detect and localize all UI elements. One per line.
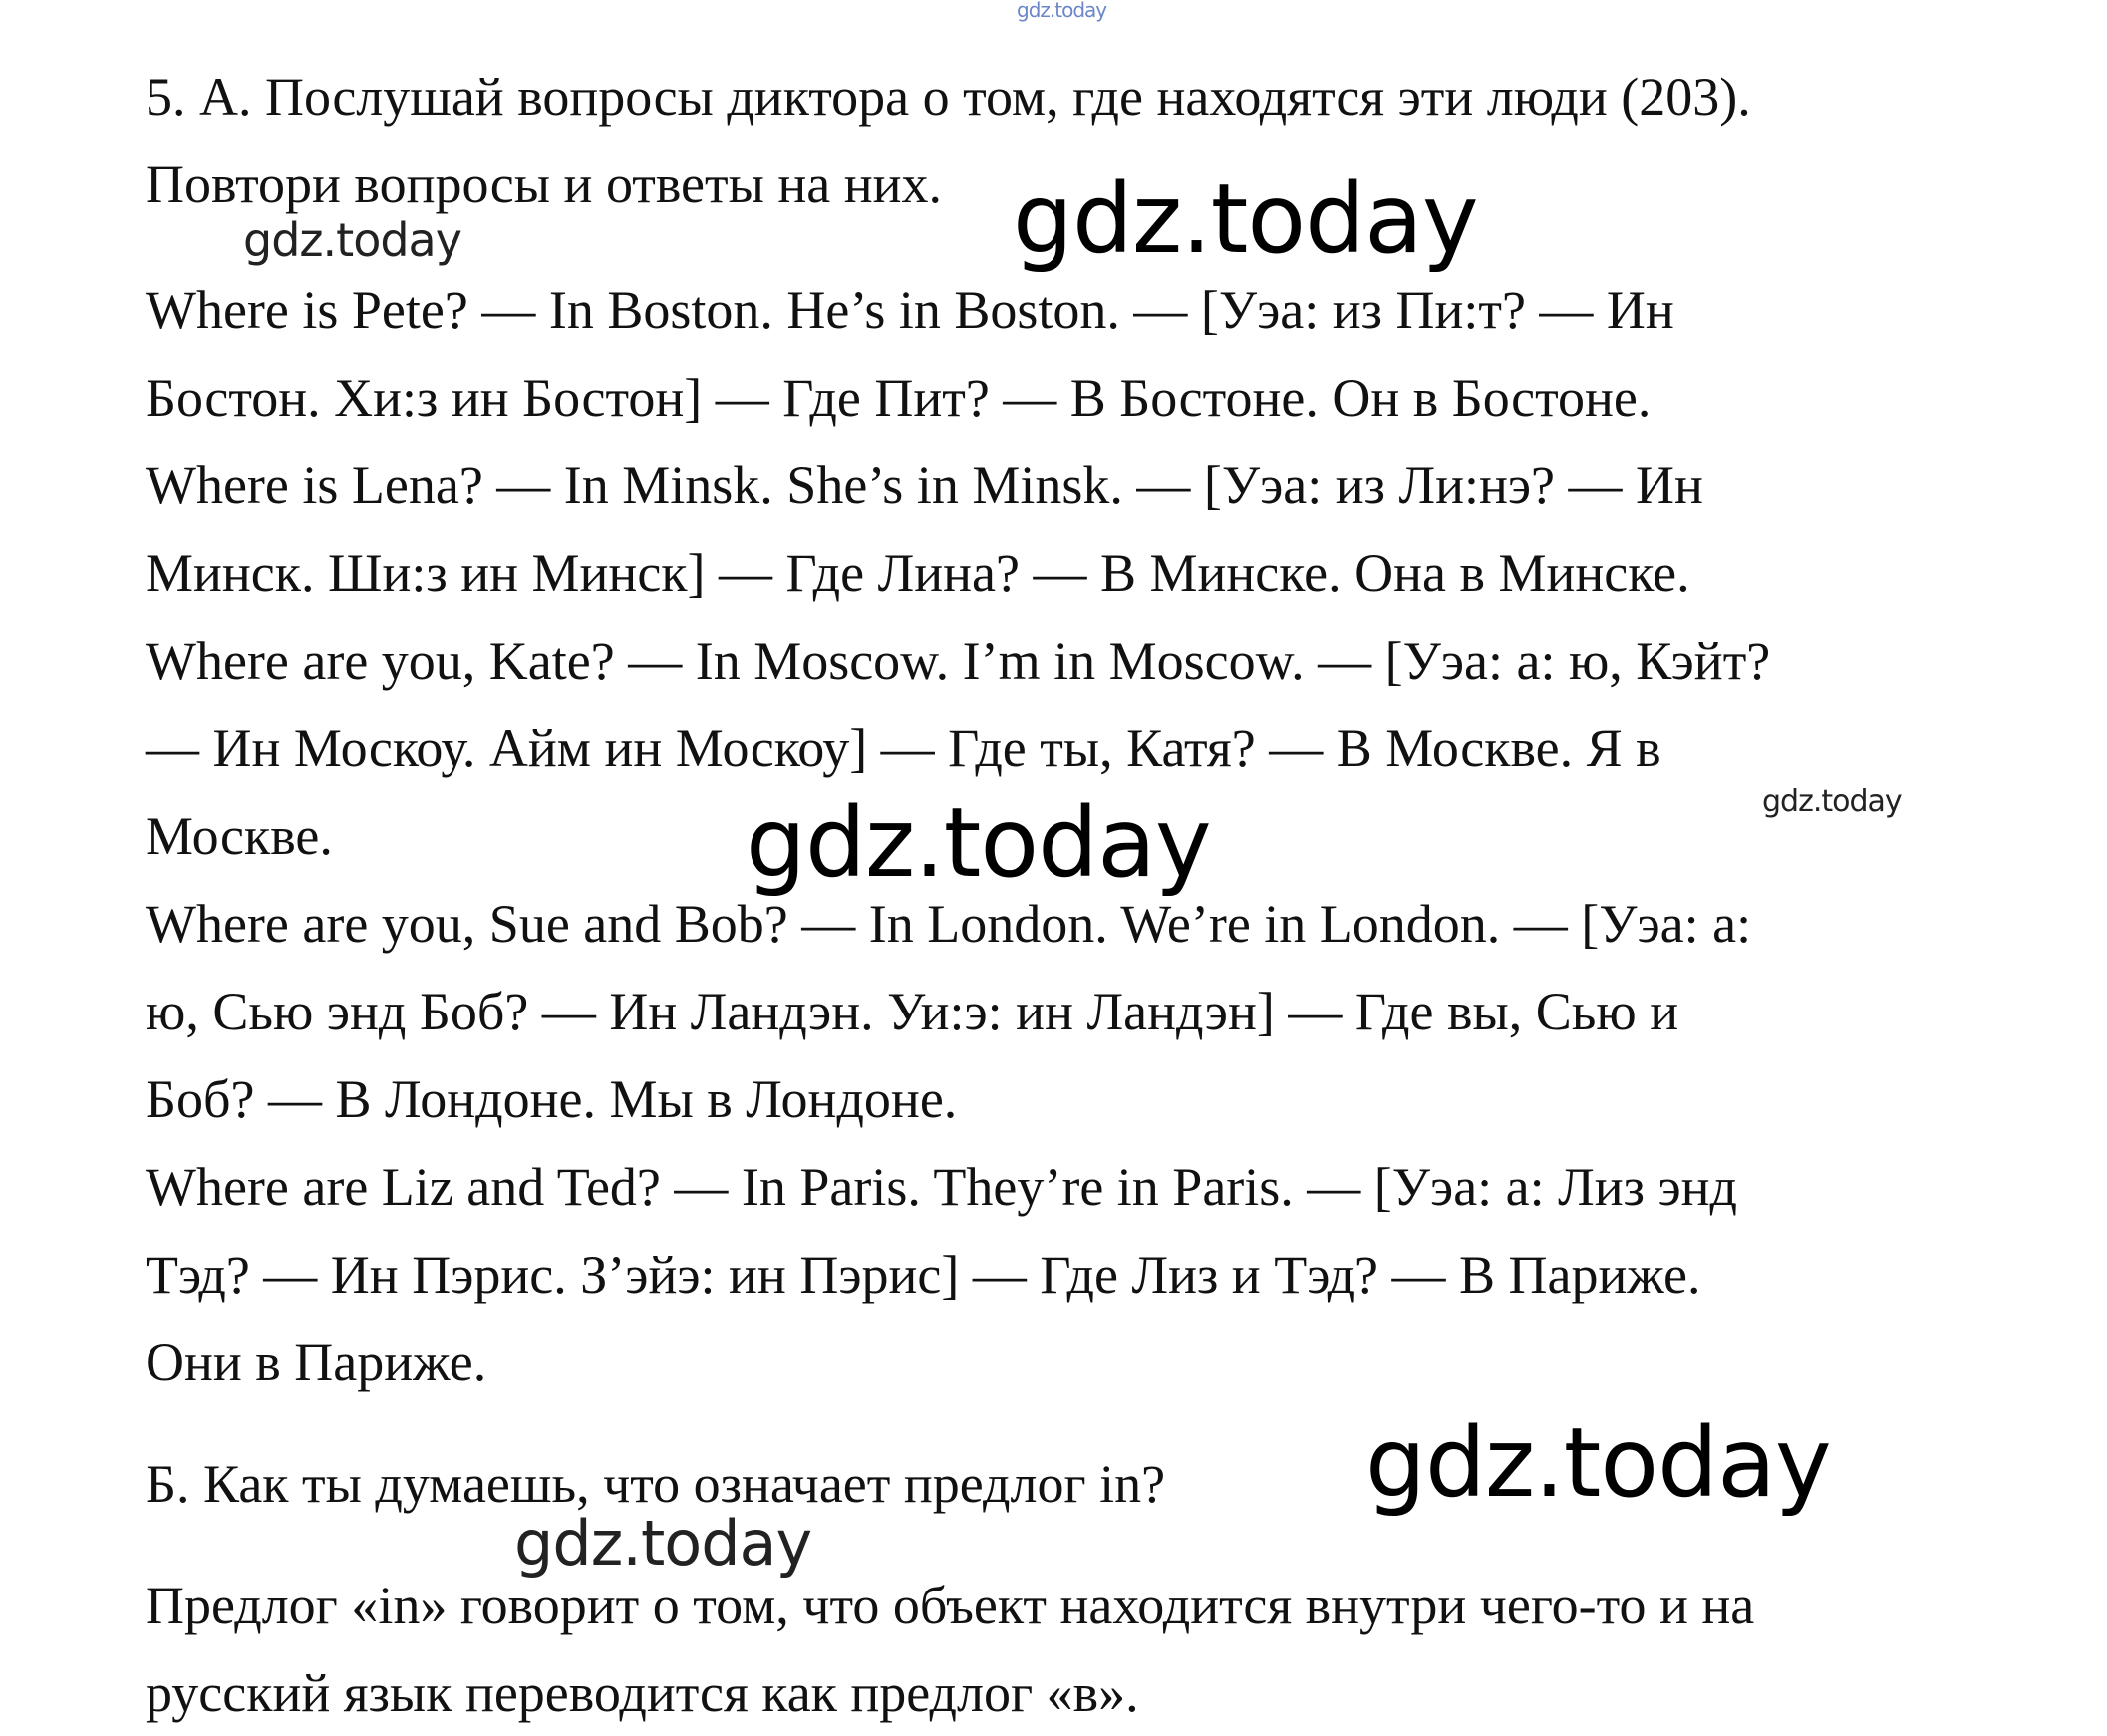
watermark-large-lower: gdz.today xyxy=(1365,1407,1831,1519)
text-line: Боб? — В Лондоне. Мы в Лондоне. xyxy=(146,1069,958,1129)
watermark-medium-lower: gdz.today xyxy=(514,1507,812,1580)
watermark-large-upper: gdz.today xyxy=(1013,163,1478,275)
text-line: ю, Сью энд Боб? — Ин Ландэн. Уи:э: ин Ландэн] — Где вы, Сью и xyxy=(146,982,1679,1041)
text-line: Москве. xyxy=(146,806,333,866)
text-line: Они в Париже. xyxy=(146,1332,487,1392)
task-heading-line: 5. А. Послушай вопросы диктора о том, где находятся эти люди (203). xyxy=(146,67,1751,127)
watermark-top: gdz.today xyxy=(1017,0,1107,22)
text-line: — Ин Москоу. Айм ин Москоу] — Где ты, Катя? — В Москве. Я в xyxy=(146,719,1661,778)
answer-line: Предлог «in» говорит о том, что объект находится внутри чего-то и на xyxy=(146,1576,1755,1635)
answer-line: русский язык переводится как предлог «в». xyxy=(146,1663,1139,1723)
watermark-small-right: gdz.today xyxy=(1762,784,1902,819)
text-line: Where are you, Sue and Bob? — In London. We’re in London. — [Уэа: а: xyxy=(146,894,1752,954)
watermark-large-middle: gdz.today xyxy=(746,787,1211,899)
text-line: Тэд? — Ин Пэрис. З’эйэ: ин Пэрис] — Где Лиз и Тэд? — В Париже. xyxy=(146,1245,1701,1304)
text-line: Where are you, Kate? — In Moscow. I’m in Moscow. — [Уэа: а: ю, Кэйт? xyxy=(146,631,1771,691)
task-b-question: Б. Как ты думаешь, что означает предлог in? xyxy=(146,1454,1166,1514)
text-line: Where is Lena? — In Minsk. She’s in Minsk. — [Уэа: из Ли:нэ? — Ин xyxy=(146,455,1703,515)
task-instruction-line: Повтори вопросы и ответы на них. xyxy=(146,154,943,214)
watermark-small-left: gdz.today xyxy=(243,213,461,267)
text-line: Where is Pete? — In Boston. He’s in Boston. — [Уэа: из Пи:т? — Ин xyxy=(146,280,1674,340)
text-line: Бостон. Хи:з ин Бостон] — Где Пит? — В Бостоне. Он в Бостоне. xyxy=(146,368,1652,428)
text-line: Минск. Ши:з ин Минск] — Где Лина? — В Минске. Она в Минске. xyxy=(146,543,1690,603)
text-line: Where are Liz and Ted? — In Paris. They’re in Paris. — [Уэа: а: Лиз энд xyxy=(146,1157,1738,1217)
